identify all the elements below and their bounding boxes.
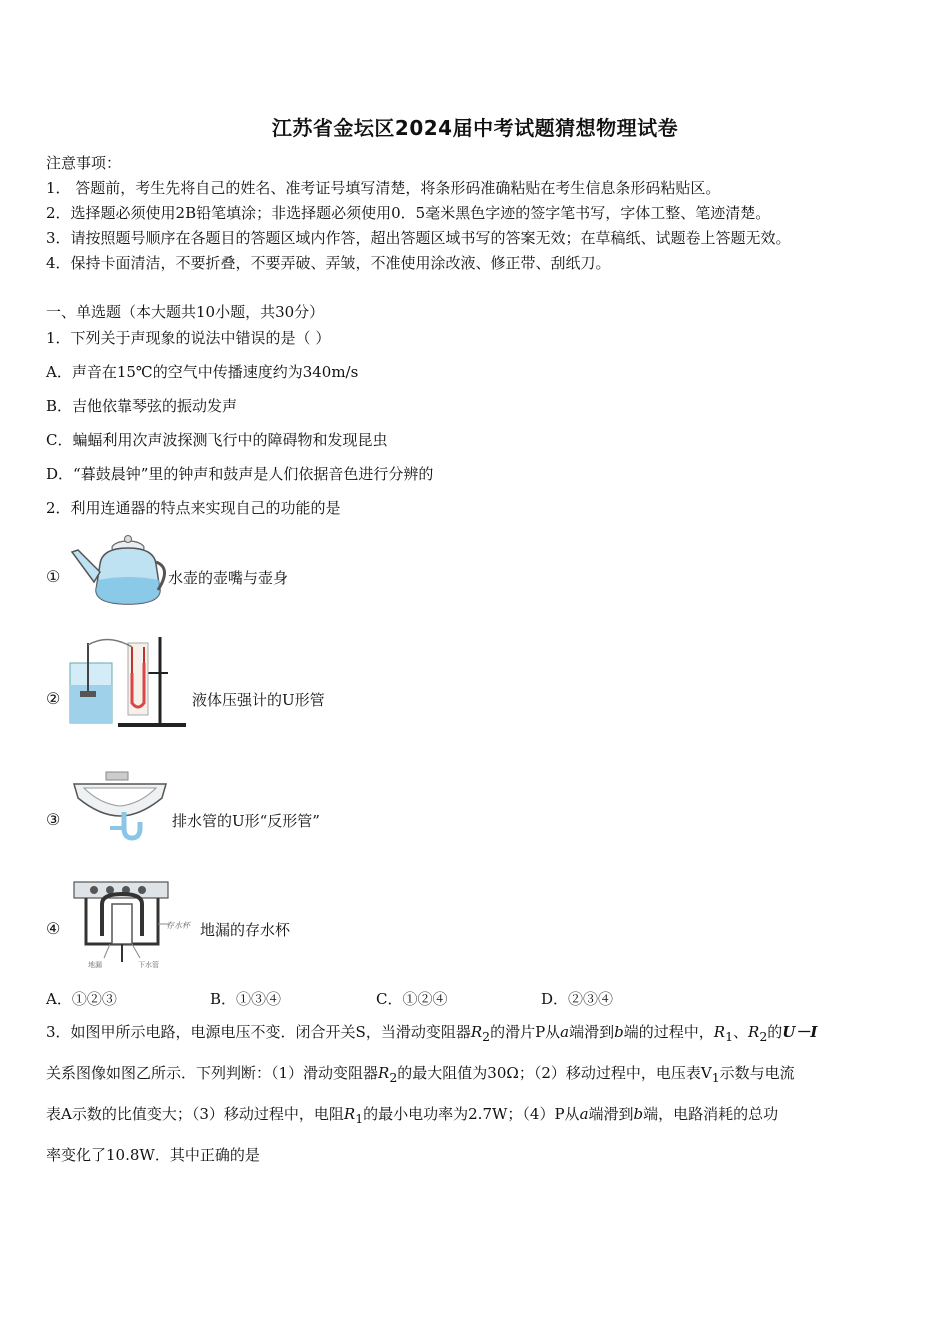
symbol-ui: U－I	[782, 1023, 818, 1041]
symbol-r2: R	[470, 1023, 483, 1041]
figure-number: ③	[46, 810, 61, 829]
subscript: 2	[482, 1029, 491, 1044]
text-segment: 、	[733, 1023, 749, 1041]
question-1-stem: 1．下列关于声现象的说法中错误的是（ ）	[46, 329, 331, 347]
text-segment: 关系图像如图乙所示．下列判断：（1）滑动变阻器	[46, 1064, 379, 1082]
text-segment: 表A示数的比值变大；（3）移动过程中，电阻	[46, 1105, 344, 1123]
text-segment: 的	[767, 1023, 783, 1041]
question-2-stem: 2．利用连通器的特点来实现自己的功能的是	[46, 499, 341, 517]
symbol-a: a	[560, 1023, 570, 1041]
notice-item-2: 2．选择题必须使用2B铅笔填涂；非选择题必须使用0．5毫米黑色字迹的签字笔书写，字体工整、笔迹清楚。	[46, 204, 771, 222]
text-segment: 端的过程中，	[623, 1023, 714, 1041]
question-1-option-b: B．吉他依靠琴弦的振动发声	[46, 397, 238, 415]
question-3-stem	[46, 1014, 906, 1174]
text-segment: 端滑到	[588, 1105, 634, 1123]
kettle-icon	[68, 528, 168, 610]
figure-row-2	[46, 633, 446, 723]
question-3-line-2	[46, 1055, 906, 1096]
symbol-r1: R	[343, 1105, 356, 1123]
section-heading: 一、单选题（本大题共10小题，共30分）	[46, 303, 325, 321]
question-3-line-3	[46, 1096, 906, 1137]
figure-label: 液体压强计的U形管	[192, 691, 325, 709]
question-3-line-1	[46, 1014, 906, 1055]
figure-tag-drain: 地漏	[88, 961, 102, 969]
question-2-answer-a: A．①②③	[46, 990, 117, 1008]
notice-item-4: 4．保持卡面清洁，不要折叠，不要弄破、弄皱，不准使用涂改液、修正带、刮纸刀。	[46, 254, 611, 272]
symbol-b: b	[633, 1105, 644, 1123]
text-segment: 示数与电流	[719, 1064, 795, 1082]
figure-label: 排水管的U形“反形管”	[172, 812, 320, 830]
question-2-answer-d: D．②③④	[541, 990, 614, 1008]
figure-label: 地漏的存水杯	[200, 921, 291, 939]
text-segment: 端滑到	[569, 1023, 615, 1041]
subscript: 2	[759, 1029, 768, 1044]
text-segment: 3．如图甲所示电路，电源电压不变．闭合开关S，当滑动变阻器	[46, 1023, 471, 1041]
figure-number: ②	[46, 689, 61, 708]
figure-row-4	[46, 880, 446, 970]
notice-heading: 注意事项：	[46, 154, 122, 172]
figure-tag-pipe: 下水管	[138, 961, 159, 969]
symbol-r2: R	[378, 1064, 390, 1082]
subscript: 1	[725, 1029, 734, 1044]
question-1-option-c: C．蝙蝠利用次声波探测飞行中的障碍物和发现昆虫	[46, 431, 388, 449]
question-2-answer-b: B．①③④	[210, 990, 282, 1008]
text-segment: 端，电路消耗的总功	[643, 1105, 779, 1123]
text-segment: 的最大阻值为30Ω；（2）移动过程中，电压表V	[397, 1064, 712, 1082]
question-2-answer-c: C．①②④	[376, 990, 448, 1008]
sink-drain-icon	[70, 768, 170, 850]
question-3-line-4: 率变化了10.8W．其中正确的是	[46, 1146, 260, 1164]
symbol-a: a	[579, 1105, 589, 1123]
figure-tag-cup: 存水杯	[166, 921, 190, 930]
symbol-b: b	[614, 1023, 624, 1041]
notice-item-1: 1． 答题前，考生先将自己的姓名、准考证号填写清楚，将条形码准确粘贴在考生信息条形码粘贴区。	[46, 179, 721, 197]
figure-number: ①	[46, 567, 61, 586]
question-1-option-d: D．“暮鼓晨钟”里的钟声和鼓声是人们依据音色进行分辨的	[46, 465, 434, 483]
page-title: 江苏省金坛区2024届中考试题猜想物理试卷	[271, 116, 679, 140]
figure-number: ④	[46, 919, 61, 938]
subscript: 2	[389, 1070, 398, 1085]
text-segment: 的滑片P从	[490, 1023, 561, 1041]
symbol-r2: R	[748, 1023, 760, 1041]
subscript: 1	[711, 1070, 720, 1085]
manometer-icon	[68, 633, 192, 729]
figure-row-1	[46, 528, 446, 618]
text-segment: 的最小电功率为2.7W；（4）P从	[363, 1105, 580, 1123]
question-1-option-a: A．声音在15℃的空气中传播速度约为340m/s	[46, 363, 359, 381]
figure-label: 水壶的壶嘴与壶身	[168, 569, 289, 587]
figure-row-3	[46, 768, 446, 858]
subscript: 1	[355, 1111, 364, 1126]
notice-item-3: 3．请按照题号顺序在各题目的答题区域内作答，超出答题区域书写的答案无效；在草稿纸、试题卷上答题无效。	[46, 229, 791, 247]
symbol-r1: R	[713, 1023, 726, 1041]
